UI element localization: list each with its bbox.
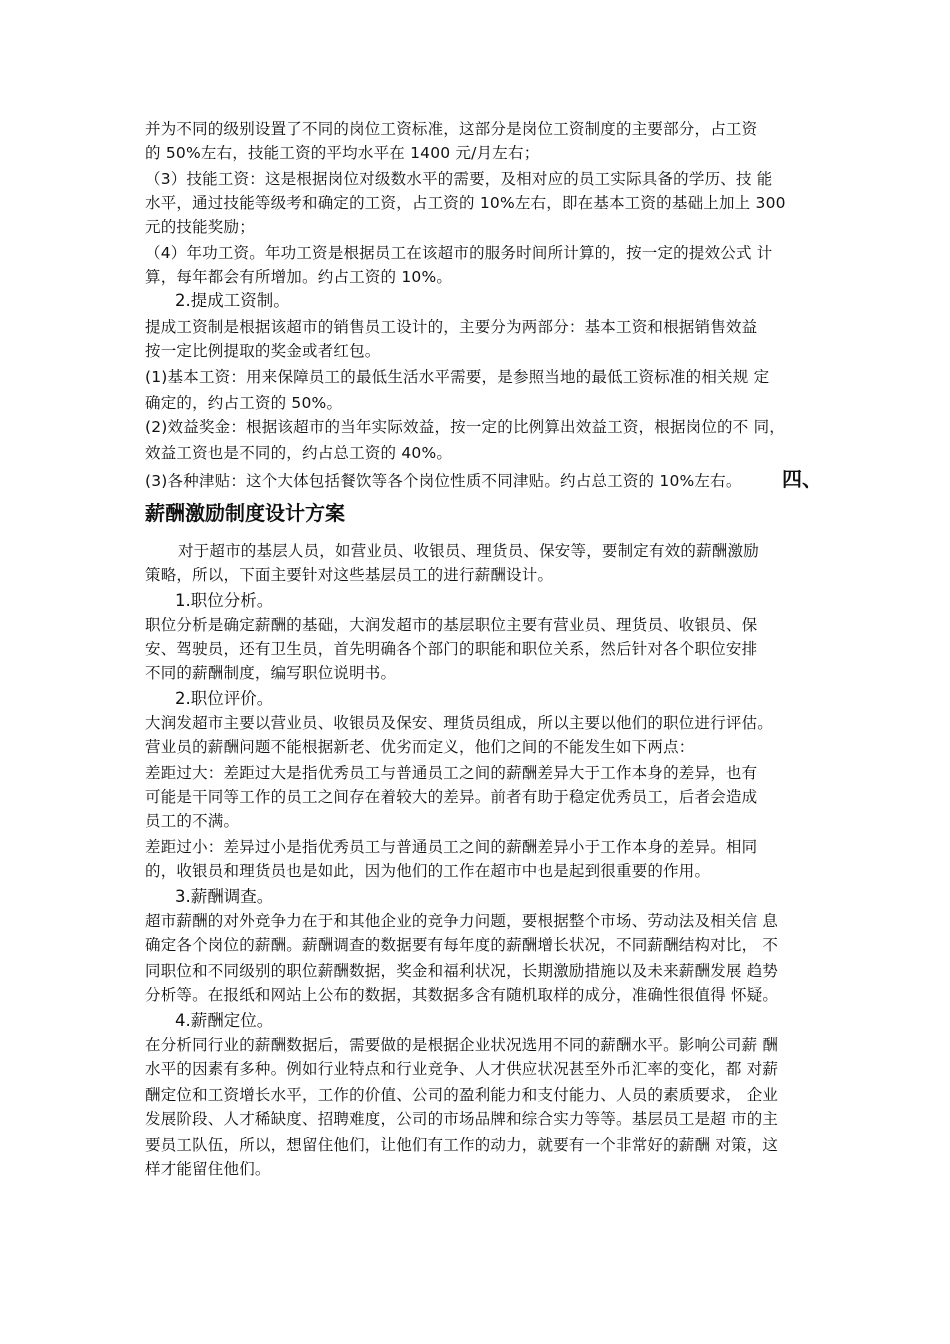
text-line: 效益工资也是不同的，约占总工资的 40%。 xyxy=(145,444,453,462)
section-heading: 4.薪酬定位。 xyxy=(175,1011,274,1030)
text-line: 发展阶段、人才稀缺度、招聘难度，公司的市场品牌和综合实力等等。基层员工是超 市的主 xyxy=(145,1110,779,1128)
text-line: （3）技能工资：这是根据岗位对级数水平的需要，及相对应的员工实际具备的学历、技 能 xyxy=(145,170,773,188)
section-heading: 3.薪酬调查。 xyxy=(175,887,274,906)
text-line: 营业员的薪酬问题不能根据新老、优劣而定义，他们之间的不能发生如下两点： xyxy=(145,738,695,756)
section-heading: 1.职位分析。 xyxy=(175,591,274,610)
text-line: 的，收银员和理货员也是如此，因为他们的工作在超市中也是起到很重要的作用。 xyxy=(145,862,711,880)
chapter-title: 薪酬激励制度设计方案 xyxy=(145,501,345,525)
text-line: 样才能留住他们。 xyxy=(145,1160,271,1178)
text-line: 水平的因素有多种。例如行业特点和行业竞争、人才供应状况甚至外币汇率的变化，都 对薪 xyxy=(145,1060,779,1078)
text-line: 确定的，约占工资的 50%。 xyxy=(145,394,343,412)
text-line: 差距过小：差异过小是指优秀员工与普通员工之间的薪酬差异小于工作本身的差异。相同 xyxy=(145,838,758,856)
text-line: 确定各个岗位的薪酬。薪酬调查的数据要有每年度的薪酬增长状况，不同薪酬结构对比， 不 xyxy=(145,936,779,954)
text-line: 提成工资制是根据该超市的销售员工设计的，主要分为两部分：基本工资和根据销售效益 xyxy=(145,318,758,336)
chapter-number: 四、 xyxy=(782,467,822,491)
text-line: 职位分析是确定薪酬的基础，大润发超市的基层职位主要有营业员、理货员、收银员、保 xyxy=(145,616,758,634)
text-line: 在分析同行业的薪酬数据后，需要做的是根据企业状况选用不同的薪酬水平。影响公司薪 酬 xyxy=(145,1036,779,1054)
text-line: 策略，所以，下面主要针对这些基层员工的进行薪酬设计。 xyxy=(145,566,554,584)
text-line: （4）年功工资。年功工资是根据员工在该超市的服务时间所计算的，按一定的提效公式 计 xyxy=(145,244,773,262)
text-line: 大润发超市主要以营业员、收银员及保安、理货员组成，所以主要以他们的职位进行评估。 xyxy=(145,714,774,732)
text-line: 差距过大：差距过大是指优秀员工与普通员工之间的薪酬差异大于工作本身的差异，也有 xyxy=(145,764,758,782)
text-line: 并为不同的级别设置了不同的岗位工资标准，这部分是岗位工资制度的主要部分，占工资 xyxy=(145,120,758,138)
text-line: 分析等。在报纸和网站上公布的数据，其数据多含有随机取样的成分，准确性很值得 怀疑。 xyxy=(145,986,779,1004)
text-line: 安、驾驶员，还有卫生员，首先明确各个部门的职能和职位关系，然后针对各个职位安排 xyxy=(145,640,758,658)
text-line: (3)各种津贴：这个大体包括餐饮等各个岗位性质不同津贴。约占总工资的 10%左右。 xyxy=(145,472,742,490)
text-line: 员工的不满。 xyxy=(145,812,240,830)
section-heading: 2.职位评价。 xyxy=(175,689,274,708)
text-line: (2)效益奖金：根据该超市的当年实际效益，按一定的比例算出效益工资，根据岗位的不 同， xyxy=(145,418,785,436)
text-line: 按一定比例提取的奖金或者红包。 xyxy=(145,342,381,360)
text-line: 不同的薪酬制度，编写职位说明书。 xyxy=(145,664,397,682)
section-heading: 2.提成工资制。 xyxy=(175,291,290,310)
text-line: 对于超市的基层人员，如营业员、收银员、理货员、保安等，要制定有效的薪酬激励 xyxy=(178,542,759,560)
text-line: 水平，通过技能等级考和确定的工资，占工资的 10%左右，即在基本工资的基础上加上 300 xyxy=(145,194,786,212)
text-line: 同职位和不同级别的职位薪酬数据，奖金和福利状况，长期激励措施以及未来薪酬发展 趋势 xyxy=(145,962,779,980)
text-line: 酬定位和工资增长水平，工作的价值、公司的盈利能力和支付能力、人员的素质要求， 企业 xyxy=(145,1086,779,1104)
text-line: 要员工队伍，所以，想留住他们，让他们有工作的动力，就要有一个非常好的薪酬 对策，这 xyxy=(145,1136,779,1154)
text-line: 元的技能奖励； xyxy=(145,218,255,236)
text-line: 算，每年都会有所增加。约占工资的 10%。 xyxy=(145,268,453,286)
text-line: (1)基本工资：用来保障员工的最低生活水平需要，是参照当地的最低工资标准的相关规 定 xyxy=(145,368,770,386)
text-line: 的 50%左右，技能工资的平均水平在 1400 元/月左右； xyxy=(145,144,540,162)
text-line: 超市薪酬的对外竞争力在于和其他企业的竞争力问题，要根据整个市场、劳动法及相关信 息 xyxy=(145,912,779,930)
text-line: 可能是干同等工作的员工之间存在着较大的差异。前者有助于稳定优秀员工，后者会造成 xyxy=(145,788,758,806)
